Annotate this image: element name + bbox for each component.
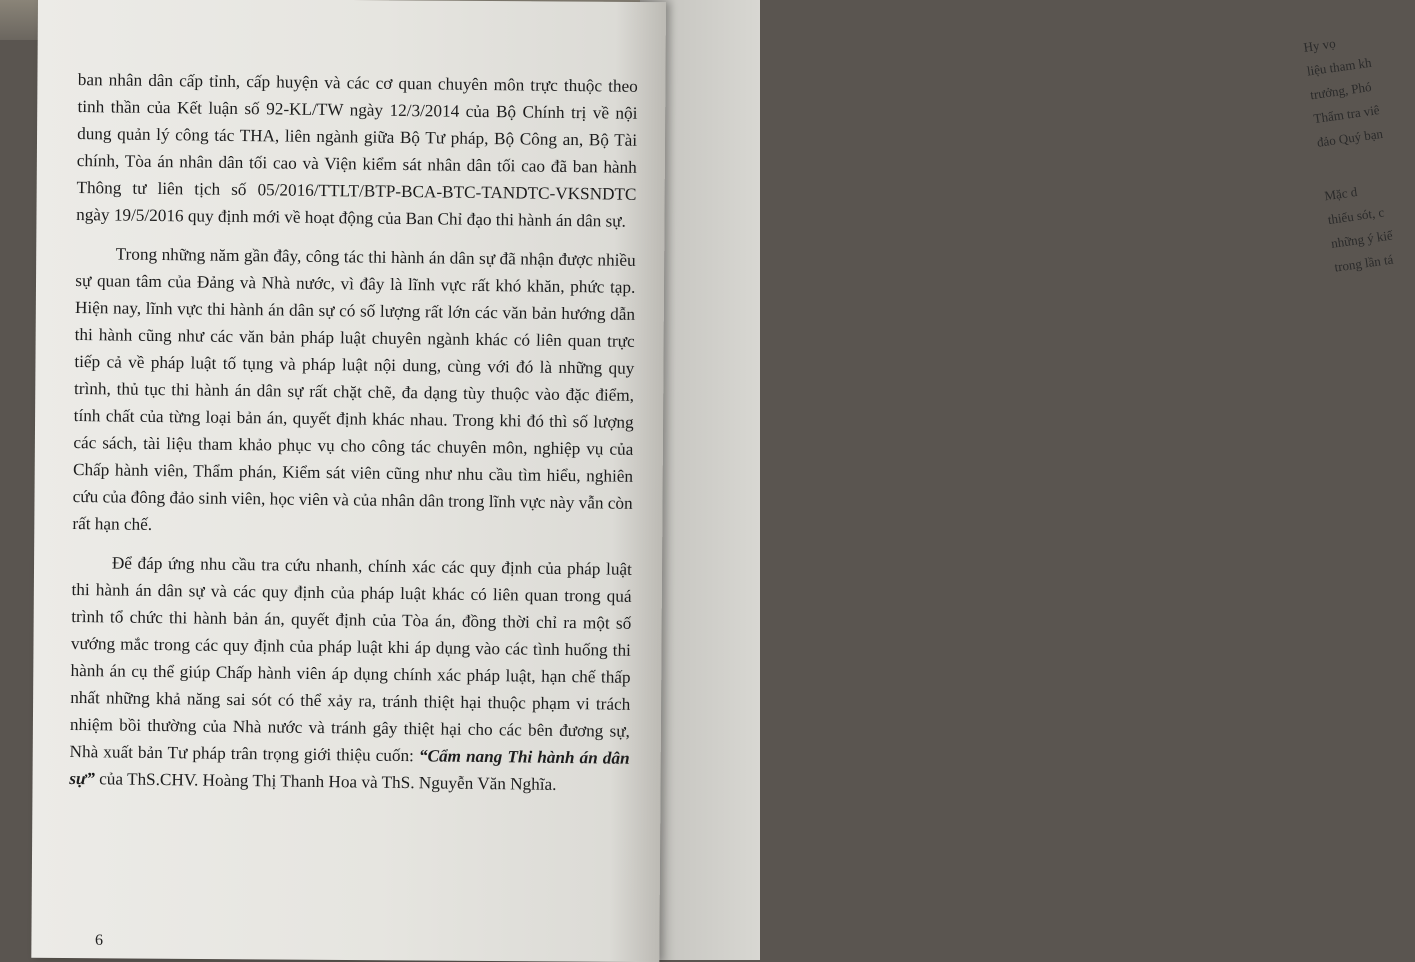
right-page-line: Hy vọ: [1302, 35, 1337, 55]
paragraph-3-text: Để đáp ứng nhu cầu tra cứu nhanh, chính xác các quy định của pháp luật thi hành án dân sự và các quy định của pháp luật khác có liên quan trong quá trình tổ chức thi hành bản án, quyết định của Tòa án, đồng thời chỉ ra một số vướng mắc trong các quy định của pháp luật khi áp dụng vào các tình huống thi hành án cụ thể giúp Chấp hành viên áp dụng chính xác pháp luật, hạn chế thấp nhất những khả năng sai sót có thể xảy ra, tránh thiệt hại thuộc phạm vi trách nhiệm bồi thường của Nhà nước và tránh gây thiệt hại cho các bên đương sự, Nhà xuất bản Tư pháp trân trọng giới thiệu cuốn:: [69, 553, 633, 766]
paragraph-3: [69, 549, 632, 799]
book-title: “Cẩm nang Thi hành án dân sự”: [69, 746, 630, 789]
right-page-text: [1302, 25, 1415, 280]
right-page-line: trưởng, Phó: [1309, 78, 1373, 103]
paragraph-3-tail: của ThS.CHV. Hoàng Thị Thanh Hoa và ThS. Nguyễn Văn Nghĩa.: [94, 769, 557, 794]
right-page-line: những ý kiế: [1330, 227, 1394, 251]
right-page-line: trong lần tá: [1333, 251, 1395, 275]
right-page-line: thiếu sót, c: [1326, 204, 1385, 228]
paragraph-2: Trong những năm gần đây, công tác thi hành án dân sự đã nhận được nhiều sự quan tâm của Đảng và Nhà nước, vì đây là lĩnh vực rất khó khăn, phức tạp. Hiện nay, lĩnh vực thi hành án dân sự có số lượng rất lớn các văn bản hướng dẫn thi hành cũng như các văn bản pháp luật chuyên ngành khác có liên quan trực tiếp cả về pháp luật tố tụng và pháp luật nội dung, cùng với đó là những quy trình, thủ tục thi hành án dân sự rất chặt chẽ, đa dạng tùy thuộc vào đặc điểm, tính chất của từng loại bản án, quyết định khác nhau. Trong khi đó thì số lượng các sách, tài liệu tham khảo phục vụ cho công tác chuyên môn, nghiệp vụ của Chấp hành viên, Thẩm phán, Kiểm sát viên cũng như nhu cầu tìm hiểu, nghiên cứu của đông đảo sinh viên, học viên và của nhân dân trong lĩnh vực này vẫn còn rất hạn chế.: [72, 244, 636, 534]
right-page-line: đảo Quý bạn: [1315, 125, 1384, 150]
page-number: 6: [95, 932, 103, 949]
right-page-line: Thẩm tra viê: [1312, 102, 1381, 127]
right-page-line: Mặc d: [1323, 183, 1359, 204]
page-body-text: [69, 66, 638, 811]
paragraph-1: ban nhân dân cấp tỉnh, cấp huyện và các cơ quan chuyên môn trực thuộc theo tinh thần của Kết luận số 92-KL/TW ngày 12/3/2014 của Bộ Chính trị về nội dung quản lý công tác THA, liên ngành giữa Bộ Tư pháp, Bộ Công an, Bộ Tài chính, Tòa án nhân dân tối cao và Viện kiểm sát nhân dân tối cao đã ban hành Thông tư liên tịch số 05/2016/TTLT/BTP-BCA-BTC-TANDTC-VKSNDTC ngày 19/5/2016 quy định mới về hoạt động của Ban Chỉ đạo thi hành án dân sự.: [76, 69, 638, 231]
right-page-line: liệu tham kh: [1305, 54, 1373, 79]
